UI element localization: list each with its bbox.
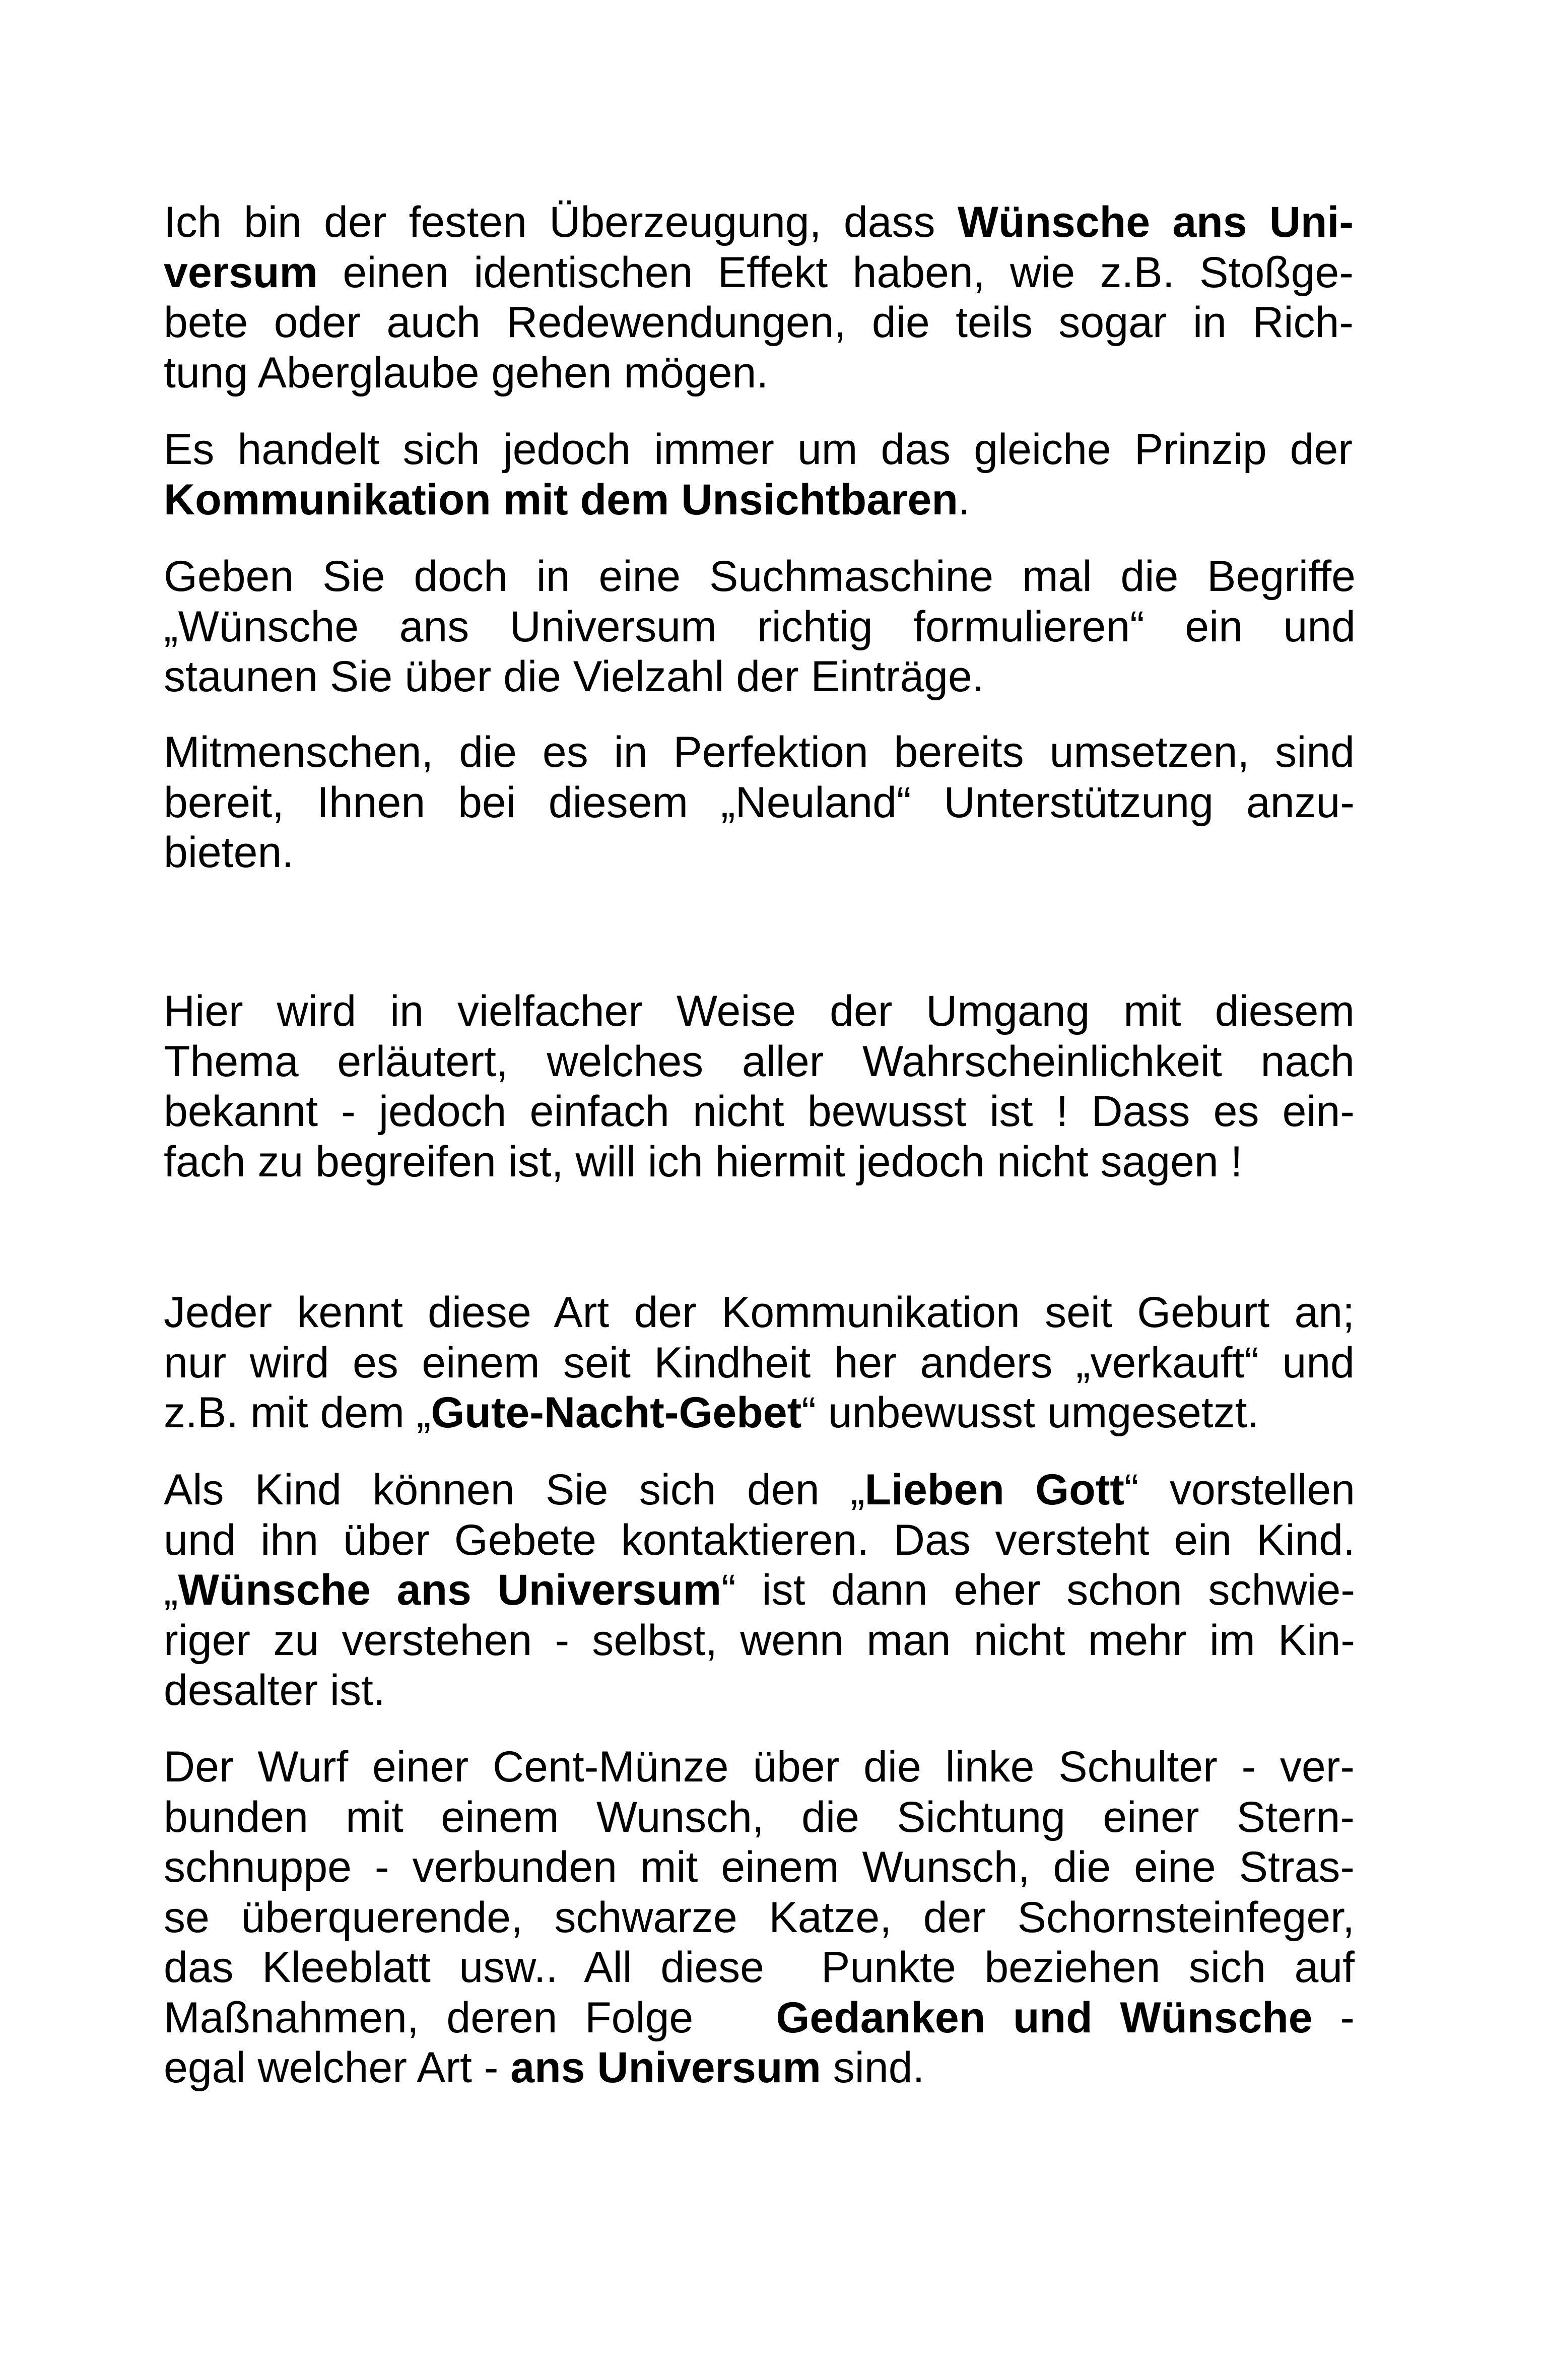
- text-line: [164, 248, 1354, 298]
- text-run: desalter ist.: [164, 1666, 385, 1714]
- text-run: Thema erläutert, welches aller Wahrscheinlichkeit nach: [164, 1037, 1355, 1086]
- text-line: [164, 1338, 1355, 1389]
- text-run: “ vorstellen: [1124, 1466, 1356, 1514]
- text-line: [164, 1037, 1355, 1087]
- paragraph-8: [164, 1742, 1355, 2093]
- bold-text: Wünsche ans Universum: [178, 1566, 722, 1614]
- text-run: Maßnahmen, deren Folge: [164, 1993, 776, 2042]
- paragraph-5: [164, 986, 1355, 1187]
- text-run: riger zu verstehen - selbst, wenn man nicht mehr im Kin-: [164, 1616, 1355, 1665]
- text-run: bieten.: [164, 828, 294, 877]
- text-run: tung Aberglaube gehen mögen.: [164, 348, 769, 397]
- text-run: bekannt - jedoch einfach nicht bewusst ist ! Dass es ein-: [164, 1087, 1355, 1136]
- text-run: einen identischen Effekt haben, wie z.B. Stoßge-: [317, 248, 1354, 297]
- text-line: [164, 602, 1356, 652]
- text-line: [164, 552, 1356, 602]
- text-run: egal welcher Art -: [164, 2043, 511, 2092]
- paragraph-2: [164, 425, 1353, 525]
- bold-text: Wünsche ans Uni-: [957, 198, 1354, 246]
- bold-text: versum: [164, 248, 318, 297]
- paragraph-1: [164, 197, 1354, 398]
- text-line: [164, 1137, 1355, 1187]
- text-line: [164, 1842, 1355, 1893]
- text-line: [164, 652, 1356, 702]
- text-run: nur wird es einem seit Kindheit her anders „verkauft“ und: [164, 1338, 1355, 1387]
- bold-text: Gedanken und Wünsche: [776, 1993, 1313, 2042]
- text-run: sind.: [821, 2043, 925, 2092]
- text-line: [164, 1515, 1355, 1566]
- text-line: [164, 1388, 1355, 1438]
- text-run: und ihn über Gebete kontaktieren. Das versteht ein Kind.: [164, 1515, 1355, 1564]
- text-line: [164, 728, 1355, 778]
- text-line: [164, 1993, 1355, 2043]
- text-run: Es handelt sich jedoch immer um das gleiche Prinzip der: [164, 425, 1353, 474]
- text-line: [164, 1565, 1355, 1616]
- text-run: .: [958, 475, 970, 524]
- text-run: fach zu begreifen ist, will ich hiermit jedoch nicht sagen !: [164, 1137, 1243, 1186]
- text-run: Hier wird in vielfacher Weise der Umgang mit diesem: [164, 987, 1355, 1035]
- text-line: [164, 1288, 1355, 1338]
- text-run: Ich bin der festen Überzeugung, dass: [164, 198, 958, 246]
- text-run: se überquerende, schwarze Katze, der Schornsteinfeger,: [164, 1893, 1355, 1942]
- text-run: z.B. mit dem „: [164, 1389, 431, 1437]
- text-line: [164, 1943, 1355, 1993]
- text-run: staunen Sie über die Vielzahl der Einträge.: [164, 652, 984, 701]
- paragraph-3: [164, 552, 1356, 702]
- text-line: [164, 2043, 1355, 2093]
- text-run: „: [164, 1566, 178, 1614]
- paragraph-6: [164, 1288, 1355, 1438]
- text-run: bete oder auch Redewendungen, die teils sogar in Rich-: [164, 298, 1354, 347]
- text-line: [164, 1616, 1355, 1666]
- text-line: [164, 298, 1354, 348]
- text-line: [164, 828, 1355, 878]
- text-run: „Wünsche ans Universum richtig formulieren“ ein und: [164, 602, 1356, 651]
- text-line: [164, 778, 1355, 828]
- text-line: [164, 986, 1355, 1037]
- text-run: Jeder kennt diese Art der Kommunikation seit Geburt an;: [164, 1288, 1355, 1337]
- bold-text: Gute-Nacht-Gebet: [431, 1389, 802, 1437]
- text-run: Mitmenschen, die es in Perfektion bereits umsetzen, sind: [164, 728, 1355, 776]
- text-line: [164, 348, 1354, 399]
- text-run: Als Kind können Sie sich den „: [164, 1466, 865, 1514]
- text-line: [164, 197, 1354, 248]
- text-run: bereit, Ihnen bei diesem „Neuland“ Unterstützung anzu-: [164, 778, 1355, 827]
- bold-text: Kommunikation mit dem Unsichtbaren: [164, 475, 958, 524]
- text-run: -: [1312, 1993, 1355, 2042]
- text-run: schnuppe - verbunden mit einem Wunsch, die eine Stras-: [164, 1843, 1355, 1891]
- text-run: das Kleeblatt usw.. All diese Punkte beziehen sich auf: [164, 1943, 1355, 1992]
- text-run: bunden mit einem Wunsch, die Sichtung einer Stern-: [164, 1793, 1355, 1841]
- bold-text: Lieben Gott: [864, 1466, 1124, 1514]
- text-line: [164, 425, 1353, 475]
- text-line: [164, 1742, 1355, 1793]
- text-run: Der Wurf einer Cent-Münze über die linke Schulter - ver-: [164, 1743, 1355, 1791]
- paragraph-4: [164, 728, 1355, 878]
- text-line: [164, 1666, 1355, 1716]
- text-line: [164, 1465, 1355, 1515]
- text-line: [164, 1087, 1355, 1137]
- text-line: [164, 1893, 1355, 1943]
- paragraph-7: [164, 1465, 1355, 1716]
- bold-text: ans Universum: [510, 2043, 821, 2092]
- text-line: [164, 475, 1353, 525]
- text-run: Geben Sie doch in eine Suchmaschine mal die Begriffe: [164, 552, 1356, 601]
- text-run: “ unbewusst umgesetzt.: [801, 1389, 1259, 1437]
- text-run: “ ist dann eher schon schwie-: [721, 1566, 1355, 1614]
- text-line: [164, 1793, 1355, 1843]
